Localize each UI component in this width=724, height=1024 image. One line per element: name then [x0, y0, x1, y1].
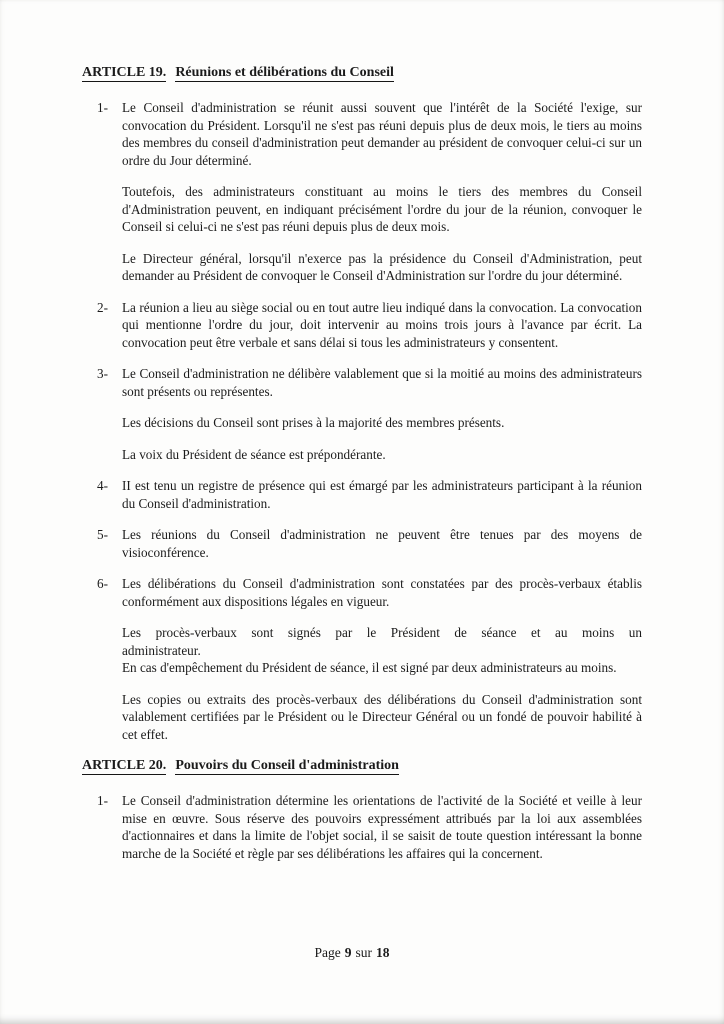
list-item-number [82, 414, 122, 432]
list-item-number: 1- [97, 793, 108, 808]
page-number-footer [82, 944, 622, 961]
paragraph [82, 659, 642, 677]
paragraph [82, 183, 642, 236]
list-item [82, 365, 642, 400]
list-item-number [82, 250, 122, 285]
footer-total-pages: 18 [376, 945, 390, 960]
paragraph-text: En cas d'empêchement du Président de séance, il est signé par deux administrateurs au moins. [122, 660, 617, 675]
list-item-number: 6- [97, 576, 108, 591]
paragraph-text: Les copies ou extraits des procès-verbaux des délibérations du Conseil d'administration sont valablement certifiées par le Président ou le Directeur Général ou un fondé de pouvoir habilité à cet effet. [122, 691, 642, 742]
list-item-number: 3- [97, 366, 108, 381]
paragraph-text: Les délibérations du Conseil d'administration sont constatées par des procès-verbaux établis conformément aux dispositions légales en vigueur. [122, 576, 642, 609]
paragraph-text: Les décisions du Conseil sont prises à la majorité des membres présents. [122, 415, 505, 430]
paragraph-text: II est tenu un registre de présence qui est émargé par les administrateurs participant à la réunion du Conseil d'administration. [122, 478, 642, 511]
article-title: Réunions et délibérations du Conseil [175, 65, 394, 80]
paragraph [82, 446, 642, 464]
list-item [82, 526, 642, 561]
list-item-number: 5- [97, 527, 108, 542]
footer-current-page: 9 [344, 945, 352, 960]
list-item-number [82, 659, 122, 677]
paragraph-text: Les procès-verbaux sont signés par le Président de séance et au moins un [122, 625, 642, 640]
paragraph-text: Toutefois, des administrateurs constituant au moins le tiers des membres du Conseil d'Administration peuvent, en indiquant précisément l'ordre du jour de la réunion, convoquer le Conseil si celui-ci ne s'est pas réuni depuis plus de deux mois. [122, 184, 642, 234]
list-item [82, 299, 642, 352]
paragraph-text: administrateur. [122, 642, 201, 658]
list-item [82, 477, 642, 512]
list-item-number [82, 624, 122, 642]
list-item-number [82, 691, 122, 744]
list-item [82, 99, 642, 169]
article-heading [82, 64, 642, 82]
paragraph-text: La voix du Président de séance est prépondérante. [122, 446, 386, 462]
paragraph-text: Le Conseil d'administration se réunit aussi souvent que l'intérêt de la Société l'exige, sur convocation du Président. Lorsqu'il ne s'est pas réuni depuis plus de deux mois, le tiers au moins des membres du conseil d'administration peut demander au président de convoquer celui-ci sur un ordre du Jour déterminé. [122, 100, 642, 168]
paragraph-text: Le Conseil d'administration ne délibère valablement que si la moitié au moins des administrateurs sont présents ou représentes. [122, 366, 642, 399]
paragraph-text: Le Directeur général, lorsqu'il n'exerce pas la présidence du Conseil d'Administration, peut demander au Président de convoquer le Conseil d'Administration sur l'ordre du jour déterminé. [122, 250, 642, 283]
paragraph [82, 624, 642, 642]
paragraph [82, 642, 642, 660]
footer-page-label: Page [314, 945, 341, 960]
paragraph [82, 250, 642, 285]
paragraph-text: Le Conseil d'administration détermine les orientations de l'activité de la Société et veille à leur mise en œuvre. Sous réserve des pouvoirs expressément attribués par la loi aux assemblées d'actionnaires et dans la limite de l'objet social, il se saisit de toute question intéressant la bonne marche de la Société et règle par ses délibérations les affaires qui la concernent. [122, 793, 642, 861]
article-heading [82, 757, 642, 775]
article-number: ARTICLE 20. [82, 758, 167, 773]
footer-separator: sur [355, 945, 372, 960]
list-item-number: 2- [97, 299, 108, 315]
list-item-number [82, 446, 122, 464]
list-item [82, 792, 642, 862]
list-item [82, 575, 642, 610]
paragraph-text: La réunion a lieu au siège social ou en tout autre lieu indiqué dans la convocation. La convocation qui mentionne l'ordre du jour, doit intervenir au moins trois jours à l'avance par écrit. La convocation peut être verbale et sans délai si tous les administrateurs y consentent. [122, 299, 642, 350]
paragraph [82, 414, 642, 432]
list-item-number: 4- [97, 478, 108, 493]
article-title: Pouvoirs du Conseil d'administration [175, 758, 399, 773]
list-item-number [82, 642, 122, 660]
list-item-number [82, 183, 122, 236]
paragraph [82, 691, 642, 744]
paragraph-text: Les réunions du Conseil d'administration ne peuvent être tenues par des moyens de visioconférence. [122, 527, 642, 560]
document-content [82, 64, 642, 876]
article-number: ARTICLE 19. [82, 65, 167, 80]
list-item-number: 1- [97, 100, 108, 115]
